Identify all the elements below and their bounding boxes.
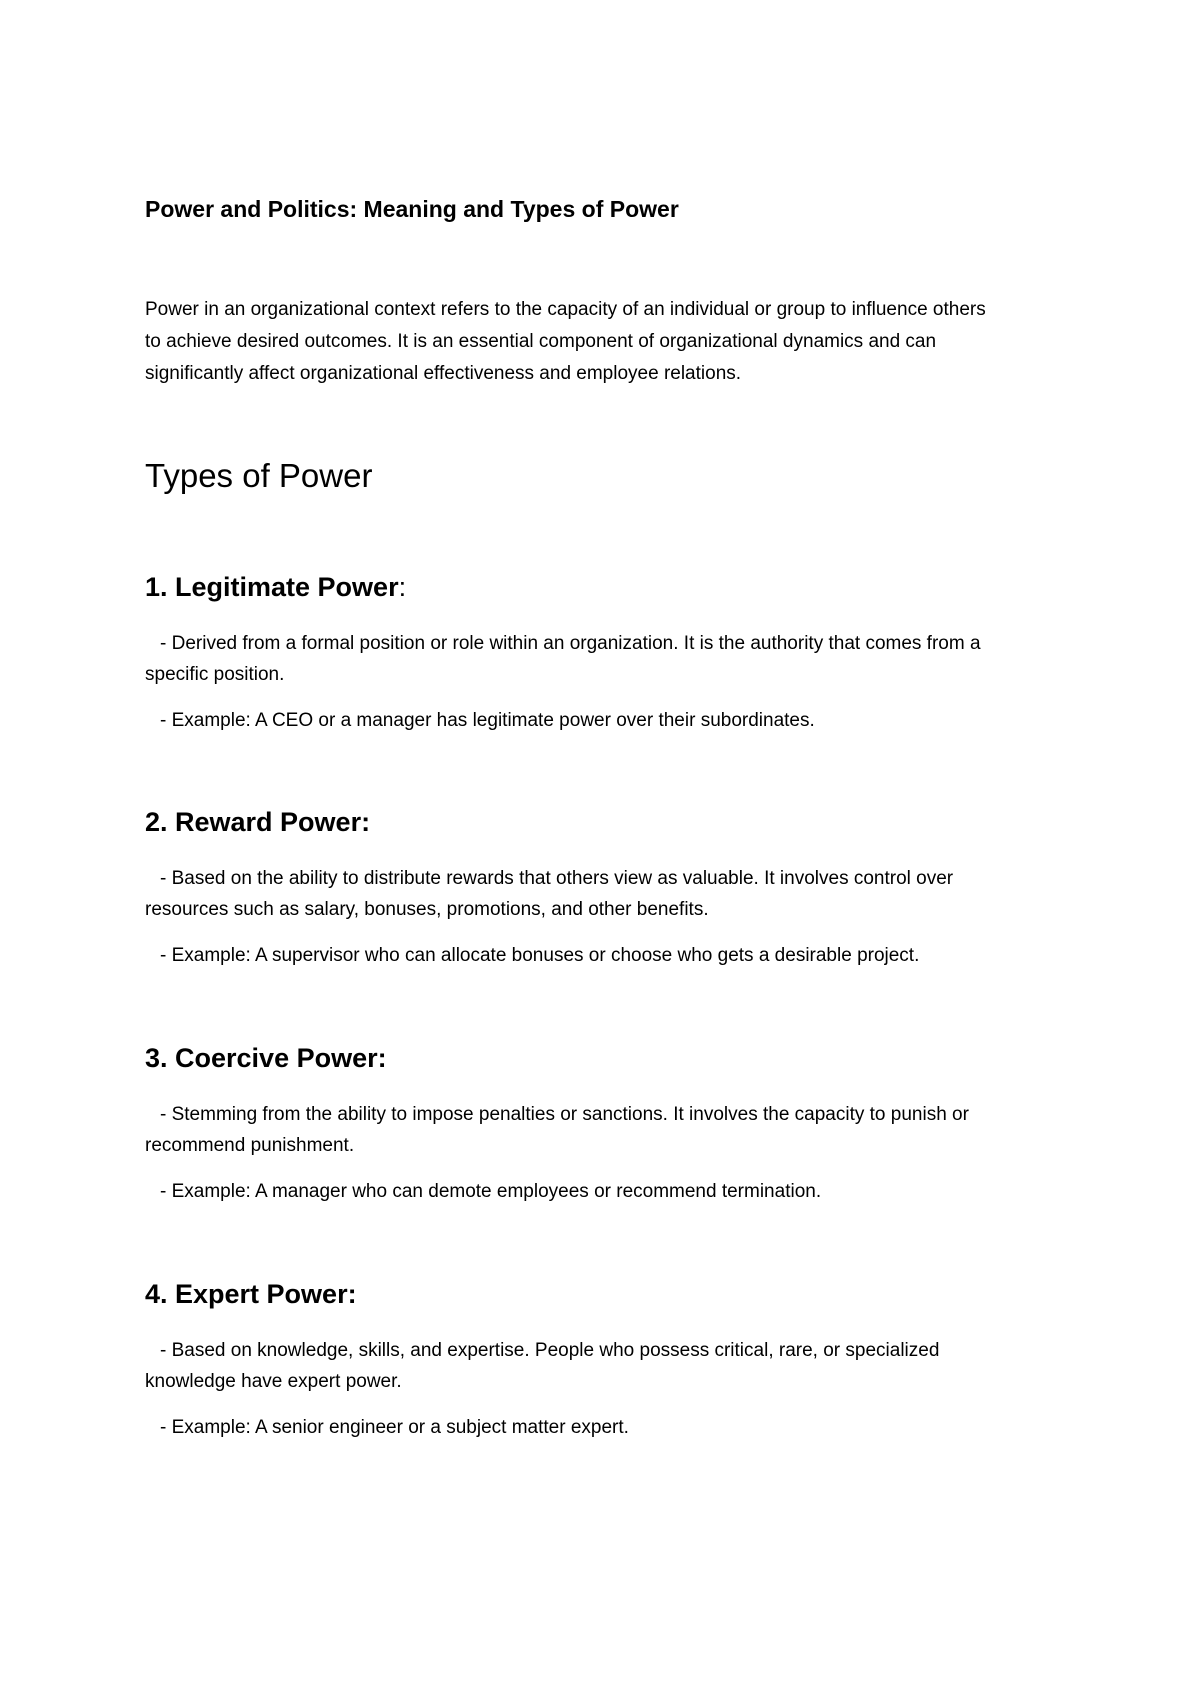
power-description-line: resources such as salary, bonuses, promotions, and other benefits. <box>145 899 709 920</box>
section-heading: Types of Power <box>145 457 373 494</box>
power-section-reward <box>145 805 1065 971</box>
power-section-expert <box>145 1277 1065 1443</box>
power-heading <box>145 1041 1065 1075</box>
power-example: - Example: A CEO or a manager has legitimate power over their subordinates. <box>160 710 815 731</box>
power-example: - Example: A manager who can demote employees or recommend termination. <box>160 1181 822 1202</box>
power-description-line: - Based on knowledge, skills, and expertise. People who possess critical, rare, or specialized <box>160 1340 940 1361</box>
intro-line: Power in an organizational context refers to the capacity of an individual or group to influence others <box>145 299 986 320</box>
document-title: Power and Politics: Meaning and Types of Power <box>145 196 679 222</box>
power-description <box>145 863 1065 925</box>
power-description-line: knowledge have expert power. <box>145 1371 402 1392</box>
power-heading <box>145 805 1065 839</box>
intro-paragraph <box>145 294 1065 390</box>
power-description <box>145 1099 1065 1161</box>
power-heading-text: 2. Reward Power: <box>145 807 371 837</box>
power-section-coercive <box>145 1041 1065 1207</box>
power-heading-colon: : <box>398 572 407 602</box>
power-description-line: - Stemming from the ability to impose penalties or sanctions. It involves the capacity to punish or <box>160 1104 969 1125</box>
power-description <box>145 1335 1065 1397</box>
power-description-line: - Based on the ability to distribute rewards that others view as valuable. It involves control over <box>160 868 954 889</box>
power-example: - Example: A supervisor who can allocate bonuses or choose who gets a desirable project. <box>160 945 920 966</box>
power-description-line: recommend punishment. <box>145 1135 355 1156</box>
intro-line: significantly affect organizational effectiveness and employee relations. <box>145 363 742 384</box>
power-heading-text: 3. Coercive Power: <box>145 1043 387 1073</box>
power-section-legitimate <box>145 570 1065 736</box>
power-description-line: specific position. <box>145 664 285 685</box>
power-heading-text: 1. Legitimate Power <box>145 572 399 602</box>
power-heading <box>145 1277 1065 1311</box>
power-heading <box>145 570 1065 604</box>
power-example: - Example: A senior engineer or a subject matter expert. <box>160 1417 629 1438</box>
power-description-line: - Derived from a formal position or role within an organization. It is the authority that comes from a <box>160 633 981 654</box>
intro-line: to achieve desired outcomes. It is an essential component of organizational dynamics and can <box>145 331 937 352</box>
power-heading-text: 4. Expert Power: <box>145 1279 357 1309</box>
power-description <box>145 628 1065 690</box>
